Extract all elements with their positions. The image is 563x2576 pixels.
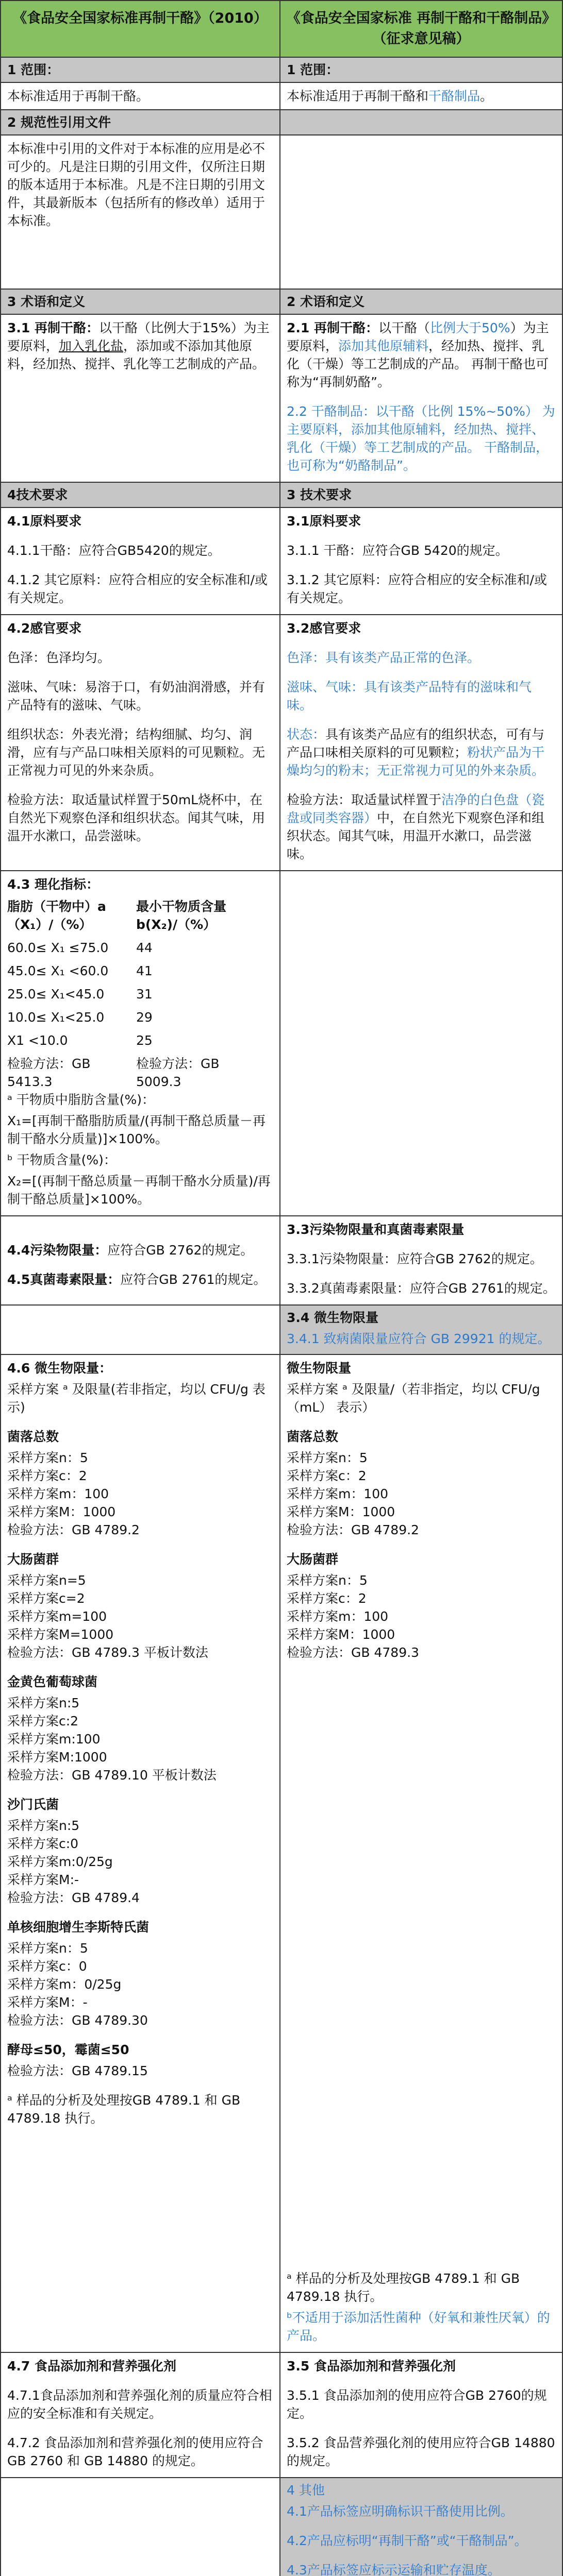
right-group-name: 菌落总数 <box>287 1429 339 1444</box>
left-group-line: 采样方案c=2 <box>7 1591 85 1606</box>
left-group-line: 采样方案m:0/25g <box>7 1854 113 1869</box>
right-others: 4 其他 4.1产品标签应明确标识干酪使用比例。 4.2产品应标明“再制干酪”或“干酪制品”。 4.3产品标签应标示运输和贮存温度。 <box>280 2478 562 2576</box>
left-group-line: 采样方案M:- <box>7 1872 79 1887</box>
right-sensory: 3.2感官要求 色泽：具有该类产品正常的色泽。 滋味、气味：具有该类产品特有的滋味和气味。 状态：具有该类产品应有的组织状态，可有与产品口味相关原料的可见颗粒；粉状产品为干燥均匀的粉末；无正常视力可见的外来杂质。 检验方法：取适量试样置于洁净的白色盘（瓷盘或同类容器）中，在自然光下观察色泽和组织状态。闻其气味，用温开水漱口，品尝滋味。 <box>280 615 562 871</box>
right-group-line: 采样方案M：1000 <box>287 1504 395 1519</box>
right-physicochemical-empty <box>280 871 562 1216</box>
right-group-name: 大肠菌群 <box>287 1552 339 1567</box>
left-terms-text: 3.1 再制干酪：以干酪（比例大于15%）为主要原料，加入乳化盐，添加或不添加其他原料，经加热、搅拌、乳化等工艺制成的产品。 <box>1 314 280 482</box>
left-group-line: 采样方案m=100 <box>7 1609 107 1624</box>
right-group-line: 采样方案M：1000 <box>287 1627 395 1642</box>
right-group-line: 检验方法：GB 4789.2 <box>287 1522 419 1537</box>
right-group-line: 检验方法：GB 4789.3 <box>287 1645 419 1660</box>
left-micro-empty <box>1 1305 280 1354</box>
left-additives: 4.7 食品添加剂和营养强化剂 4.7.1食品添加剂和营养强化剂的质量应符合相应的安全标准和有关规定。 4.7.2 食品添加剂和营养强化剂的使用应符合 GB 2760 和 GB 14880 的规定。 <box>1 2352 280 2478</box>
left-group-line: 采样方案M:1000 <box>7 1750 107 1765</box>
right-terms-heading: 2 术语和定义 <box>280 289 562 314</box>
right-group-line: 采样方案n：5 <box>287 1450 368 1465</box>
left-group-line: 采样方案c：0 <box>7 1959 87 1974</box>
right-microbio: 微生物限量 采样方案 ᵃ 及限量/（若非指定，均以 CFU/g（mL） 表示） 菌落总数 采样方案n：5 采样方案c：2 采样方案m：100 采样方案M：1000 检验方法：GB 4789.2 大肠菌群 采样方案n：5 采样方案c：2 采样方案m：100 采样方案M：1000 检验方法：GB 4789.3 ᵃ 样品的分析及处理按GB 4789.1 和 GB 4789.18 执行。 ᵇ不适用于添加活性菌种（好氧和兼性厌氧）的产品。 <box>280 1354 562 2352</box>
left-group-line: 采样方案n：5 <box>7 1450 88 1465</box>
right-contaminants: 3.3污染物限量和真菌毒素限量 3.3.1污染物限量：应符合GB 2762的规定。 3.3.2真菌毒素限量：应符合GB 2761的规定。 <box>280 1216 562 1305</box>
right-header: 《食品安全国家标准 再制干酪和干酪制品》（征求意见稿） <box>280 1 562 57</box>
left-tech-heading: 4技术要求 <box>1 482 280 507</box>
left-group-line: 采样方案m:100 <box>7 1732 101 1747</box>
left-group-line: 采样方案n：5 <box>7 1941 88 1956</box>
left-group-line: 采样方案M：1000 <box>7 1504 116 1519</box>
left-group-line: 检验方法：GB 4789.2 <box>7 1522 140 1537</box>
right-terms-text: 2.1 再制干酪：以干酪（比例大于50%）为主要原料，添加其他原辅料，经加热、搅拌、乳化（干燥）等工艺制成的产品。 再制干酪也可称为“再制奶酪”。 2.2 干酪制品：以干酪（比例 15%~50%） 为主要原料，添加其他原辅料，经加热、搅拌、乳化（干燥）等工艺制成的产品。 干酪制品， 也可称为“奶酪制品”。 <box>280 314 562 482</box>
right-group-line: 采样方案c：2 <box>287 1468 367 1483</box>
left-group-name: 菌落总数 <box>7 1429 59 1444</box>
left-group-name: 大肠菌群 <box>7 1552 59 1567</box>
left-group-line: 采样方案c:0 <box>7 1836 79 1851</box>
right-scope-text: 本标准适用于再制干酪和干酪制品。 <box>280 82 562 110</box>
right-group-line: 采样方案n：5 <box>287 1573 368 1588</box>
left-microbio: 4.6 微生物限量： 采样方案 ᵃ 及限量(若非指定，均以 CFU/g 表示) 菌落总数 采样方案n：5 采样方案c：2 采样方案m：100 采样方案M：1000 检验方法：GB 4789.2 大肠菌群 采样方案n=5 采样方案c=2 采样方案m=100 采样方案M=1000 检验方法：GB 4789.3 平板计数法 金黄色葡萄球菌 采样方案n:5 采样方案c:2 采样方案m:100 采样方案M:1000 检验方法：GB 4789.10 平板计数法 沙门氏菌 采样方案n:5 采样方案c:0 采样方案m:0/25g 采样方案M:- 检验方法：GB 4789.4 单核细胞增生李斯特氏菌 采样方案n：5 采样方案c：0 采样方案m：0/25g 采样方案M：- 检验方法：GB 4789.30 酵母≤50，霉菌≤50 检验方法：GB 4789.15 ᵃ 样品的分析及处理按GB 4789.1 和 GB 4789.18 执行。 <box>1 1354 280 2352</box>
right-tech-heading: 3 技术要求 <box>280 482 562 507</box>
left-group-name: 单核细胞增生李斯特氏菌 <box>7 1920 150 1935</box>
left-header: 《食品安全国家标准再制干酪》（2010） <box>1 1 280 57</box>
left-group-name: 金黄色葡萄球菌 <box>7 1674 98 1689</box>
right-normative-heading-empty <box>280 110 562 135</box>
right-additives: 3.5 食品添加剂和营养强化剂 3.5.1 食品添加剂的使用应符合GB 2760的规定。 3.5.2 食品营养强化剂的使用应符合GB 14880的规定。 <box>280 2352 562 2478</box>
left-group-line: 采样方案n=5 <box>7 1573 86 1588</box>
right-raw-material: 3.1原料要求 3.1.1 干酪：应符合GB 5420的规定。 3.1.2 其它原料：应符合相应的安全标准和/或有关规定。 <box>280 507 562 615</box>
right-micro-section: 3.4 微生物限量 3.4.1 致病菌限量应符合 GB 29921 的规定。 <box>280 1305 562 1354</box>
left-scope-text: 本标准适用于再制干酪。 <box>1 82 280 110</box>
left-group-line: 采样方案M：- <box>7 1995 88 2010</box>
right-group-line: 采样方案m：100 <box>287 1486 389 1501</box>
left-group-line: 检验方法：GB 4789.10 平板计数法 <box>7 1768 217 1783</box>
left-group-line: 采样方案c：2 <box>7 1468 87 1483</box>
right-group-line: 采样方案c：2 <box>287 1591 367 1606</box>
left-group-line: 采样方案m：100 <box>7 1486 109 1501</box>
left-physicochemical: 4.3 理化指标： 脂肪（干物中）a（X₁）/（%） 最小干物质含量 b(X₂)/（%） 60.0≤ X₁ ≤75.0 44 45.0≤ X₁ <60.0 41 25.0≤ X₁<45.0 31 10.0≤ X₁<25.0 29 X1 <10.0 25 检验方法：GB 5413.3 检验方法：GB 5009.3 ᵃ 干物质中脂肪含量(%)： X₁=[再制干酪脂肪质量/(再制干酪总质量－再制干酪水分质量)]×100%。 ᵇ 干物质含量(%)： X₂=[(再制干酪总质量－再制干酪水分质量)/再制干酪总质量]×100%。 <box>1 871 280 1216</box>
left-group-line: 采样方案n:5 <box>7 1696 80 1710</box>
left-contaminants: 4.4污染物限量：应符合GB 2762的规定。 4.5真菌毒素限量：应符合GB 2761的规定。 <box>1 1216 280 1305</box>
left-group-line: 检验方法：GB 4789.4 <box>7 1890 140 1905</box>
left-normative-text: 本标准中引用的文件对于本标准的应用是必不可少的。凡是注日期的引用文件，仅所注日期的版本适用于本标准。凡是不注日期的引用文件，其最新版本（包括所有的修改单）适用于本标准。 <box>1 135 280 289</box>
left-group-line: 采样方案m：0/25g <box>7 1977 122 1992</box>
left-raw-material: 4.1原料要求 4.1.1干酪：应符合GB5420的规定。 4.1.2 其它原料：应符合相应的安全标准和/或有关规定。 <box>1 507 280 615</box>
left-group-line: 采样方案M=1000 <box>7 1627 114 1642</box>
left-group-line: 检验方法：GB 4789.3 平板计数法 <box>7 1645 208 1660</box>
left-others-empty <box>1 2478 280 2576</box>
right-normative-empty <box>280 135 562 289</box>
physchem-table: 脂肪（干物中）a（X₁）/（%） 最小干物质含量 b(X₂)/（%） 60.0≤ X₁ ≤75.0 44 45.0≤ X₁ <60.0 41 25.0≤ X₁<45.0 31 10.0≤ X₁<25.0 29 X1 <10.0 25 检验方法：GB 5413.3 检验方法：GB 5009.3 <box>7 899 231 1089</box>
right-def-cheese-product: 2.2 干酪制品：以干酪（比例 15%~50%） 为主要原料，添加其他原辅料，经加热、搅拌、乳化（干燥）等工艺制成的产品。 干酪制品， 也可称为“奶酪制品”。 <box>287 404 555 473</box>
left-group-name: 沙门氏菌 <box>7 1797 59 1812</box>
left-scope-heading: 1 范围： <box>1 57 280 82</box>
left-group-line: 采样方案c:2 <box>7 1714 79 1728</box>
right-group-line: 采样方案m：100 <box>287 1609 389 1624</box>
left-terms-heading: 3 术语和定义 <box>1 289 280 314</box>
left-sensory: 4.2感官要求 色泽：色泽均匀。 滋味、气味：易溶于口，有奶油润滑感，并有产品特有的滋味、气味。 组织状态：外表光滑；结构细腻、均匀、润滑，应有与产品口味相关原料的可见颗粒。无正常视力可见的外来杂质。 检验方法：取适量试样置于50mL烧杯中，在自然光下观察色泽和组织状态。闻其气味，用温开水漱口，品尝滋味。 <box>1 615 280 871</box>
left-normative-heading: 2 规范性引用文件 <box>1 110 280 135</box>
left-group-line: 采样方案n:5 <box>7 1818 80 1833</box>
right-scope-heading: 1 范围： <box>280 57 562 82</box>
left-group-line: 检验方法：GB 4789.30 <box>7 2013 148 2028</box>
